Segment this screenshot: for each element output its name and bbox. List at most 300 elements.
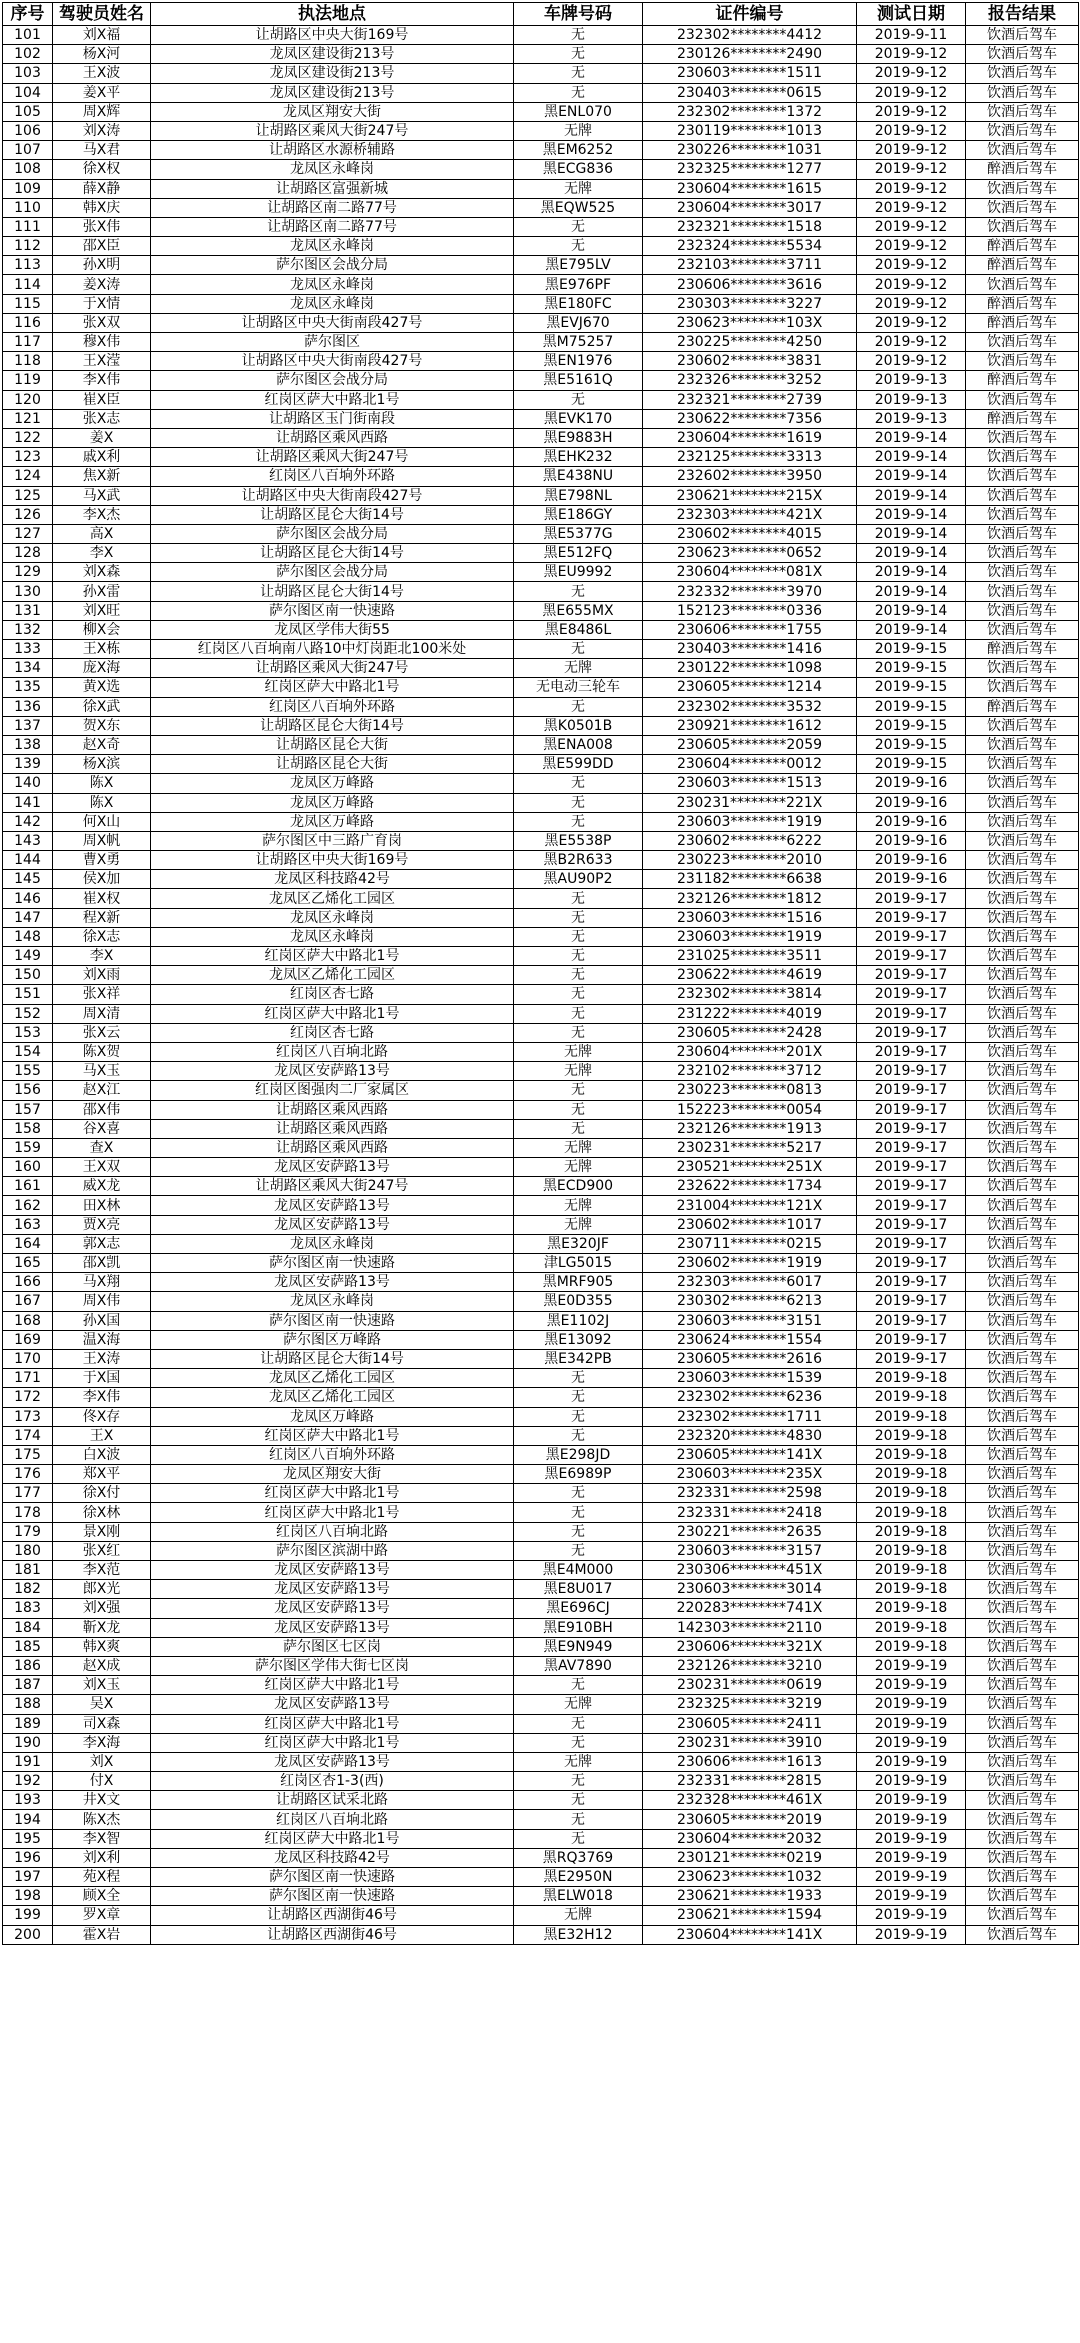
cell-serial-number: 133 <box>3 640 53 659</box>
cell-test-date: 2019-9-13 <box>857 371 966 390</box>
cell-test-date: 2019-9-18 <box>857 1369 966 1388</box>
cell-plate-number: 无 <box>514 83 643 102</box>
cell-location: 红岗区八百垧北路 <box>151 1042 514 1061</box>
table-row <box>3 1868 1079 1887</box>
cell-driver-name: 赵X奇 <box>53 735 151 754</box>
cell-id-number: 231182********6638 <box>643 870 857 889</box>
cell-test-date: 2019-9-17 <box>857 1311 966 1330</box>
cell-test-date: 2019-9-16 <box>857 793 966 812</box>
cell-id-number: 230605********2019 <box>643 1810 857 1829</box>
cell-plate-number: 黑E599DD <box>514 755 643 774</box>
cell-plate-number: 黑E5161Q <box>514 371 643 390</box>
cell-driver-name: 马X翔 <box>53 1273 151 1292</box>
cell-driver-name: 穆X伟 <box>53 333 151 352</box>
cell-location: 红岗区萨大中路北1号 <box>151 1004 514 1023</box>
cell-id-number: 230221********2635 <box>643 1522 857 1541</box>
table-row <box>3 735 1079 754</box>
cell-location: 龙凤区建设街213号 <box>151 83 514 102</box>
cell-test-date: 2019-9-12 <box>857 294 966 313</box>
table-row <box>3 1580 1079 1599</box>
cell-serial-number: 124 <box>3 467 53 486</box>
cell-id-number: 232321********1518 <box>643 217 857 236</box>
cell-result: 饮酒后驾车 <box>966 620 1079 639</box>
cell-serial-number: 120 <box>3 390 53 409</box>
cell-driver-name: 司X森 <box>53 1714 151 1733</box>
table-row <box>3 83 1079 102</box>
table-row <box>3 947 1079 966</box>
cell-test-date: 2019-9-14 <box>857 620 966 639</box>
cell-id-number: 230231********5217 <box>643 1138 857 1157</box>
cell-driver-name: 薛X静 <box>53 179 151 198</box>
table-row <box>3 640 1079 659</box>
cell-driver-name: 李X伟 <box>53 371 151 390</box>
cell-id-number: 230623********103X <box>643 313 857 332</box>
cell-serial-number: 146 <box>3 889 53 908</box>
cell-serial-number: 173 <box>3 1407 53 1426</box>
cell-location: 龙凤区学伟大街55 <box>151 620 514 639</box>
cell-id-number: 230302********6213 <box>643 1292 857 1311</box>
cell-plate-number: 黑E696CJ <box>514 1599 643 1618</box>
cell-id-number: 230602********4015 <box>643 524 857 543</box>
cell-serial-number: 158 <box>3 1119 53 1138</box>
cell-id-number: 230921********1612 <box>643 716 857 735</box>
cell-serial-number: 127 <box>3 524 53 543</box>
cell-id-number: 152223********0054 <box>643 1100 857 1119</box>
cell-test-date: 2019-9-19 <box>857 1848 966 1867</box>
table-row <box>3 1023 1079 1042</box>
cell-plate-number: 黑E180FC <box>514 294 643 313</box>
table-row <box>3 524 1079 543</box>
cell-id-number: 232126********1812 <box>643 889 857 908</box>
cell-result: 饮酒后驾车 <box>966 467 1079 486</box>
cell-driver-name: 刘X利 <box>53 1848 151 1867</box>
cell-location: 龙凤区安萨路13号 <box>151 1062 514 1081</box>
cell-plate-number: 黑EN1976 <box>514 352 643 371</box>
cell-plate-number: 黑M75257 <box>514 333 643 352</box>
cell-location: 让胡路区中央大街169号 <box>151 851 514 870</box>
cell-plate-number: 黑E9N949 <box>514 1637 643 1656</box>
cell-test-date: 2019-9-19 <box>857 1772 966 1791</box>
cell-plate-number: 无 <box>514 582 643 601</box>
cell-serial-number: 154 <box>3 1042 53 1061</box>
cell-serial-number: 184 <box>3 1618 53 1637</box>
cell-serial-number: 153 <box>3 1023 53 1042</box>
cell-location: 让胡路区乘风大街247号 <box>151 1177 514 1196</box>
cell-result: 饮酒后驾车 <box>966 1656 1079 1675</box>
cell-test-date: 2019-9-14 <box>857 486 966 505</box>
cell-location: 让胡路区中央大街南段427号 <box>151 313 514 332</box>
cell-result: 饮酒后驾车 <box>966 1714 1079 1733</box>
cell-driver-name: 张X双 <box>53 313 151 332</box>
cell-plate-number: 黑E910BH <box>514 1618 643 1637</box>
cell-location: 红岗区八百垧外环路 <box>151 1445 514 1464</box>
cell-test-date: 2019-9-19 <box>857 1752 966 1771</box>
cell-serial-number: 113 <box>3 256 53 275</box>
table-row <box>3 927 1079 946</box>
cell-serial-number: 141 <box>3 793 53 812</box>
cell-test-date: 2019-9-17 <box>857 1004 966 1023</box>
table-row <box>3 755 1079 774</box>
table-row <box>3 505 1079 524</box>
cell-result: 醉酒后驾车 <box>966 371 1079 390</box>
cell-id-number: 230603********1919 <box>643 927 857 946</box>
cell-location: 让胡路区玉门街南段 <box>151 409 514 428</box>
cell-driver-name: 徐X付 <box>53 1484 151 1503</box>
cell-serial-number: 139 <box>3 755 53 774</box>
table-row <box>3 217 1079 236</box>
cell-id-number: 232331********2598 <box>643 1484 857 1503</box>
cell-id-number: 230606********321X <box>643 1637 857 1656</box>
table-row <box>3 428 1079 447</box>
cell-serial-number: 123 <box>3 448 53 467</box>
cell-test-date: 2019-9-19 <box>857 1676 966 1695</box>
cell-plate-number: 无牌 <box>514 1138 643 1157</box>
table-row <box>3 563 1079 582</box>
cell-driver-name: 刘X雨 <box>53 966 151 985</box>
cell-test-date: 2019-9-17 <box>857 1119 966 1138</box>
cell-plate-number: 无牌 <box>514 1158 643 1177</box>
cell-result: 醉酒后驾车 <box>966 256 1079 275</box>
cell-test-date: 2019-9-18 <box>857 1407 966 1426</box>
cell-location: 龙凤区安萨路13号 <box>151 1196 514 1215</box>
cell-driver-name: 刘X旺 <box>53 601 151 620</box>
cell-id-number: 230623********0652 <box>643 544 857 563</box>
cell-driver-name: 侯X加 <box>53 870 151 889</box>
cell-serial-number: 131 <box>3 601 53 620</box>
cell-test-date: 2019-9-19 <box>857 1695 966 1714</box>
cell-id-number: 230602********6222 <box>643 831 857 850</box>
cell-location: 龙凤区建设街213号 <box>151 64 514 83</box>
cell-result: 饮酒后驾车 <box>966 1829 1079 1848</box>
cell-result: 饮酒后驾车 <box>966 1503 1079 1522</box>
cell-test-date: 2019-9-12 <box>857 141 966 160</box>
cell-driver-name: 马X玉 <box>53 1062 151 1081</box>
cell-driver-name: 王X栋 <box>53 640 151 659</box>
cell-plate-number: 黑E0D355 <box>514 1292 643 1311</box>
cell-driver-name: 张X伟 <box>53 217 151 236</box>
cell-id-number: 230606********1755 <box>643 620 857 639</box>
cell-test-date: 2019-9-12 <box>857 237 966 256</box>
cell-driver-name: 李X范 <box>53 1561 151 1580</box>
cell-plate-number: 无牌 <box>514 1695 643 1714</box>
cell-plate-number: 无 <box>514 1081 643 1100</box>
cell-id-number: 232331********2815 <box>643 1772 857 1791</box>
cell-result: 饮酒后驾车 <box>966 1752 1079 1771</box>
cell-id-number: 232302********1711 <box>643 1407 857 1426</box>
table-row <box>3 275 1079 294</box>
cell-result: 醉酒后驾车 <box>966 640 1079 659</box>
cell-driver-name: 周X辉 <box>53 102 151 121</box>
cell-result: 饮酒后驾车 <box>966 179 1079 198</box>
cell-serial-number: 115 <box>3 294 53 313</box>
cell-plate-number: 无电动三轮车 <box>514 678 643 697</box>
table-row <box>3 1829 1079 1848</box>
cell-plate-number: 无 <box>514 64 643 83</box>
cell-location: 萨尔图区会战分局 <box>151 371 514 390</box>
cell-serial-number: 118 <box>3 352 53 371</box>
cell-id-number: 230603********3014 <box>643 1580 857 1599</box>
cell-result: 饮酒后驾车 <box>966 1637 1079 1656</box>
cell-id-number: 230711********0215 <box>643 1234 857 1253</box>
cell-id-number: 232303********6017 <box>643 1273 857 1292</box>
cell-driver-name: 庞X海 <box>53 659 151 678</box>
cell-location: 龙凤区永峰岗 <box>151 1234 514 1253</box>
cell-serial-number: 111 <box>3 217 53 236</box>
cell-result: 饮酒后驾车 <box>966 1042 1079 1061</box>
cell-id-number: 230604********1615 <box>643 179 857 198</box>
cell-location: 龙凤区安萨路13号 <box>151 1158 514 1177</box>
cell-result: 饮酒后驾车 <box>966 1733 1079 1752</box>
table-row <box>3 985 1079 1004</box>
cell-result: 饮酒后驾车 <box>966 1254 1079 1273</box>
cell-driver-name: 陈X贺 <box>53 1042 151 1061</box>
cell-location: 让胡路区乘风西路 <box>151 1138 514 1157</box>
dui-report-sheet <box>2 2 1078 1945</box>
cell-test-date: 2019-9-15 <box>857 735 966 754</box>
cell-plate-number: 无 <box>514 45 643 64</box>
cell-result: 饮酒后驾车 <box>966 966 1079 985</box>
cell-location: 龙凤区建设街213号 <box>151 45 514 64</box>
cell-test-date: 2019-9-16 <box>857 812 966 831</box>
cell-result: 饮酒后驾车 <box>966 1522 1079 1541</box>
cell-result: 饮酒后驾车 <box>966 889 1079 908</box>
cell-id-number: 230603********3157 <box>643 1541 857 1560</box>
cell-id-number: 230225********4250 <box>643 333 857 352</box>
table-row <box>3 26 1079 45</box>
cell-driver-name: 周X清 <box>53 1004 151 1023</box>
cell-serial-number: 157 <box>3 1100 53 1119</box>
cell-plate-number: 黑ECG836 <box>514 160 643 179</box>
cell-driver-name: 王X <box>53 1426 151 1445</box>
cell-test-date: 2019-9-14 <box>857 428 966 447</box>
cell-plate-number: 无 <box>514 812 643 831</box>
cell-test-date: 2019-9-15 <box>857 697 966 716</box>
cell-result: 饮酒后驾车 <box>966 102 1079 121</box>
cell-serial-number: 121 <box>3 409 53 428</box>
cell-location: 龙凤区翔安大街 <box>151 102 514 121</box>
cell-result: 饮酒后驾车 <box>966 121 1079 140</box>
cell-location: 龙凤区安萨路13号 <box>151 1561 514 1580</box>
cell-serial-number: 167 <box>3 1292 53 1311</box>
cell-plate-number: 无牌 <box>514 1906 643 1925</box>
cell-plate-number: 无 <box>514 697 643 716</box>
cell-serial-number: 197 <box>3 1868 53 1887</box>
cell-id-number: 232126********1913 <box>643 1119 857 1138</box>
cell-plate-number: 无牌 <box>514 1215 643 1234</box>
table-row <box>3 1733 1079 1752</box>
cell-location: 红岗区萨大中路北1号 <box>151 1484 514 1503</box>
table-row <box>3 1119 1079 1138</box>
cell-driver-name: 于X国 <box>53 1369 151 1388</box>
cell-driver-name: 刘X福 <box>53 26 151 45</box>
cell-result: 饮酒后驾车 <box>966 486 1079 505</box>
cell-plate-number: 无 <box>514 1541 643 1560</box>
cell-serial-number: 159 <box>3 1138 53 1157</box>
cell-result: 饮酒后驾车 <box>966 831 1079 850</box>
cell-id-number: 230231********0619 <box>643 1676 857 1695</box>
cell-location: 让胡路区南二路77号 <box>151 198 514 217</box>
cell-location: 龙凤区万峰路 <box>151 1407 514 1426</box>
cell-test-date: 2019-9-17 <box>857 908 966 927</box>
cell-id-number: 230621********1933 <box>643 1887 857 1906</box>
cell-serial-number: 145 <box>3 870 53 889</box>
cell-location: 让胡路区西湖街46号 <box>151 1925 514 1944</box>
cell-serial-number: 190 <box>3 1733 53 1752</box>
cell-plate-number: 黑E8486L <box>514 620 643 639</box>
cell-serial-number: 148 <box>3 927 53 946</box>
table-row <box>3 64 1079 83</box>
cell-test-date: 2019-9-18 <box>857 1599 966 1618</box>
cell-test-date: 2019-9-18 <box>857 1484 966 1503</box>
cell-plate-number: 黑ENA008 <box>514 735 643 754</box>
cell-plate-number: 无 <box>514 1503 643 1522</box>
cell-id-number: 220283********741X <box>643 1599 857 1618</box>
cell-location: 红岗区萨大中路北1号 <box>151 1733 514 1752</box>
cell-result: 饮酒后驾车 <box>966 927 1079 946</box>
cell-result: 饮酒后驾车 <box>966 1081 1079 1100</box>
cell-location: 龙凤区安萨路13号 <box>151 1580 514 1599</box>
cell-location: 萨尔图区中三路广育岗 <box>151 831 514 850</box>
dui-report-table <box>2 2 1079 1945</box>
table-row <box>3 1618 1079 1637</box>
cell-serial-number: 194 <box>3 1810 53 1829</box>
cell-location: 萨尔图区七区岗 <box>151 1637 514 1656</box>
cell-serial-number: 112 <box>3 237 53 256</box>
cell-serial-number: 181 <box>3 1561 53 1580</box>
cell-serial-number: 185 <box>3 1637 53 1656</box>
cell-plate-number: 黑E5377G <box>514 524 643 543</box>
cell-serial-number: 102 <box>3 45 53 64</box>
cell-result: 饮酒后驾车 <box>966 582 1079 601</box>
table-row <box>3 1349 1079 1368</box>
cell-id-number: 230606********1613 <box>643 1752 857 1771</box>
cell-driver-name: 韩X爽 <box>53 1637 151 1656</box>
cell-id-number: 230605********2059 <box>643 735 857 754</box>
cell-driver-name: 王X双 <box>53 1158 151 1177</box>
cell-driver-name: 刘X强 <box>53 1599 151 1618</box>
cell-location: 萨尔图区南一快速路 <box>151 1887 514 1906</box>
cell-location: 龙凤区科技路42号 <box>151 1848 514 1867</box>
table-row <box>3 966 1079 985</box>
cell-test-date: 2019-9-17 <box>857 1081 966 1100</box>
cell-id-number: 230605********141X <box>643 1445 857 1464</box>
cell-serial-number: 191 <box>3 1752 53 1771</box>
table-row <box>3 294 1079 313</box>
cell-location: 红岗区八百垧外环路 <box>151 697 514 716</box>
cell-plate-number: 无 <box>514 390 643 409</box>
cell-serial-number: 169 <box>3 1330 53 1349</box>
cell-test-date: 2019-9-14 <box>857 563 966 582</box>
table-row <box>3 1004 1079 1023</box>
cell-driver-name: 李X智 <box>53 1829 151 1848</box>
cell-id-number: 230603********3151 <box>643 1311 857 1330</box>
cell-driver-name: 邵X臣 <box>53 237 151 256</box>
cell-serial-number: 164 <box>3 1234 53 1253</box>
cell-result: 饮酒后驾车 <box>966 1868 1079 1887</box>
cell-id-number: 232303********421X <box>643 505 857 524</box>
cell-driver-name: 陈X <box>53 793 151 812</box>
cell-location: 萨尔图区南一快速路 <box>151 1254 514 1273</box>
table-row <box>3 1791 1079 1810</box>
cell-result: 醉酒后驾车 <box>966 409 1079 428</box>
cell-test-date: 2019-9-14 <box>857 544 966 563</box>
cell-driver-name: 陈X <box>53 774 151 793</box>
cell-serial-number: 106 <box>3 121 53 140</box>
cell-test-date: 2019-9-16 <box>857 774 966 793</box>
cell-result: 饮酒后驾车 <box>966 947 1079 966</box>
cell-plate-number: 黑E342PB <box>514 1349 643 1368</box>
cell-result: 饮酒后驾车 <box>966 1407 1079 1426</box>
cell-test-date: 2019-9-17 <box>857 966 966 985</box>
cell-result: 饮酒后驾车 <box>966 659 1079 678</box>
cell-location: 让胡路区乘风大街247号 <box>151 448 514 467</box>
cell-driver-name: 于X情 <box>53 294 151 313</box>
cell-plate-number: 黑E186GY <box>514 505 643 524</box>
cell-plate-number: 无牌 <box>514 179 643 198</box>
cell-location: 龙凤区永峰岗 <box>151 160 514 179</box>
cell-test-date: 2019-9-17 <box>857 1158 966 1177</box>
table-row <box>3 1311 1079 1330</box>
cell-location: 让胡路区昆仑大街14号 <box>151 716 514 735</box>
cell-result: 饮酒后驾车 <box>966 1541 1079 1560</box>
cell-plate-number: 黑E9883H <box>514 428 643 447</box>
cell-serial-number: 168 <box>3 1311 53 1330</box>
cell-serial-number: 114 <box>3 275 53 294</box>
cell-location: 让胡路区乘风大街247号 <box>151 121 514 140</box>
cell-test-date: 2019-9-14 <box>857 524 966 543</box>
cell-test-date: 2019-9-17 <box>857 1254 966 1273</box>
cell-driver-name: 李X海 <box>53 1733 151 1752</box>
cell-test-date: 2019-9-15 <box>857 678 966 697</box>
cell-serial-number: 107 <box>3 141 53 160</box>
cell-plate-number: 无 <box>514 966 643 985</box>
table-row <box>3 390 1079 409</box>
cell-result: 饮酒后驾车 <box>966 544 1079 563</box>
cell-result: 饮酒后驾车 <box>966 908 1079 927</box>
cell-driver-name: 贾X亮 <box>53 1215 151 1234</box>
cell-result: 醉酒后驾车 <box>966 160 1079 179</box>
cell-location: 红岗区杏七路 <box>151 985 514 1004</box>
cell-id-number: 230231********221X <box>643 793 857 812</box>
cell-test-date: 2019-9-19 <box>857 1714 966 1733</box>
cell-driver-name: 郎X光 <box>53 1580 151 1599</box>
cell-serial-number: 199 <box>3 1906 53 1925</box>
cell-plate-number: 无 <box>514 793 643 812</box>
cell-result: 饮酒后驾车 <box>966 716 1079 735</box>
cell-id-number: 230223********2010 <box>643 851 857 870</box>
cell-serial-number: 161 <box>3 1177 53 1196</box>
cell-id-number: 230621********215X <box>643 486 857 505</box>
cell-result: 饮酒后驾车 <box>966 1465 1079 1484</box>
cell-driver-name: 李X杰 <box>53 505 151 524</box>
cell-id-number: 232325********1277 <box>643 160 857 179</box>
cell-id-number: 231025********3511 <box>643 947 857 966</box>
cell-test-date: 2019-9-18 <box>857 1561 966 1580</box>
cell-driver-name: 刘X玉 <box>53 1676 151 1695</box>
cell-plate-number: 津LG5015 <box>514 1254 643 1273</box>
cell-location: 萨尔图区滨湖中路 <box>151 1541 514 1560</box>
cell-serial-number: 163 <box>3 1215 53 1234</box>
cell-id-number: 230604********3017 <box>643 198 857 217</box>
cell-id-number: 230604********2032 <box>643 1829 857 1848</box>
cell-result: 饮酒后驾车 <box>966 1311 1079 1330</box>
cell-serial-number: 172 <box>3 1388 53 1407</box>
cell-test-date: 2019-9-18 <box>857 1388 966 1407</box>
cell-result: 饮酒后驾车 <box>966 563 1079 582</box>
cell-id-number: 232302********3814 <box>643 985 857 1004</box>
cell-test-date: 2019-9-17 <box>857 889 966 908</box>
cell-location: 龙凤区永峰岗 <box>151 927 514 946</box>
